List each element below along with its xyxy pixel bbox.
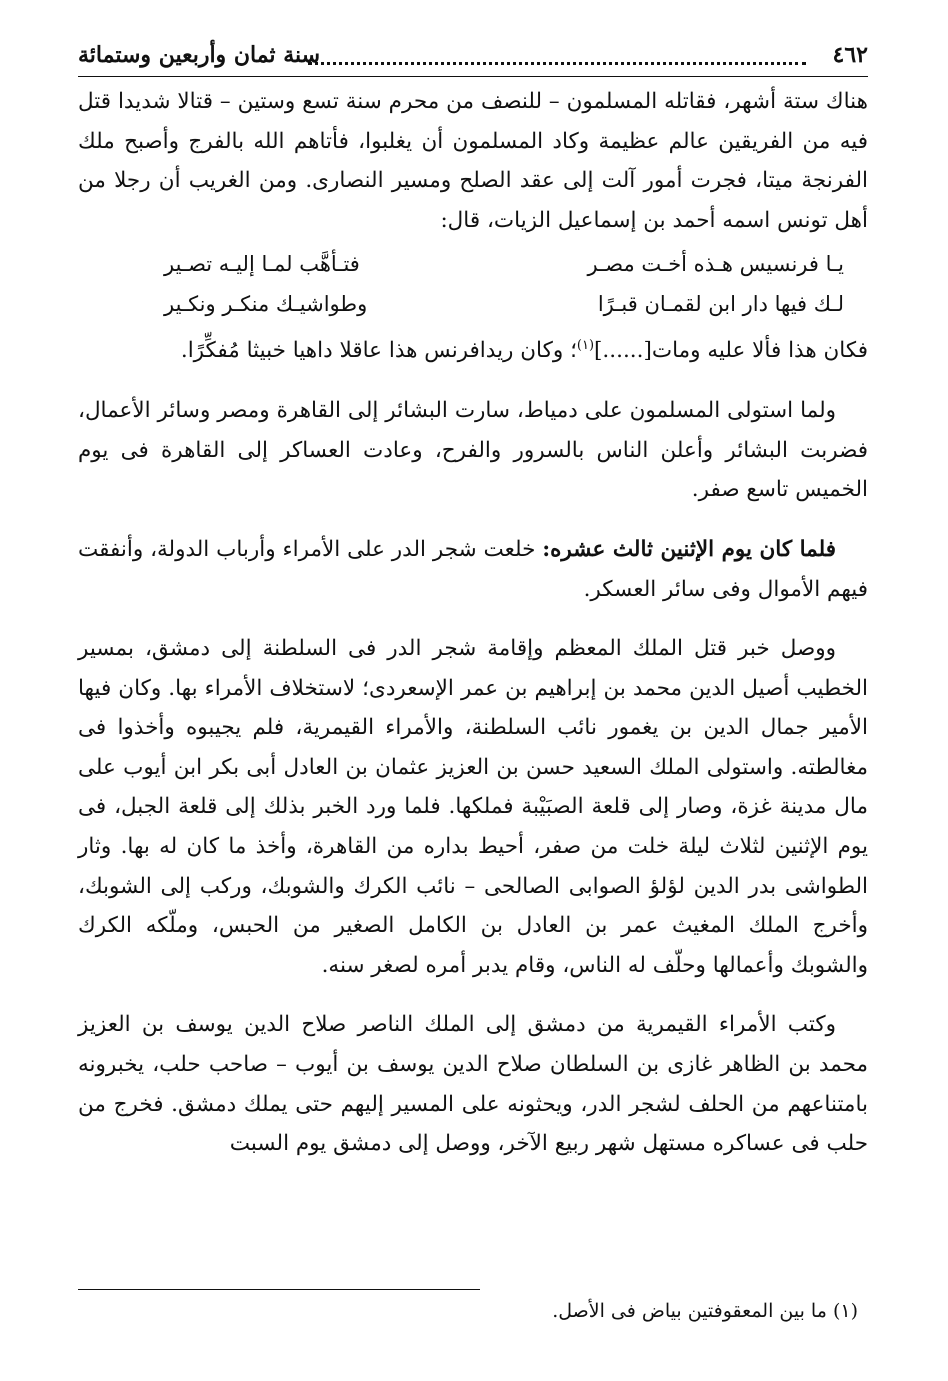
paragraph-3: ولما استولى المسلمون على دمياط، سارت البشائر إلى القاهرة ومصر وسائر الأعمال، فضربت البشائر وأعلن الناس بالسرور والفرح، وعادت العساكر إلى القاهرة فى يوم الخميس تاسع صفر. <box>78 398 868 503</box>
footnote-marker: (١) <box>576 338 595 354</box>
footnote: (١) ما بين المعقوفتين بياض فى الأصل. <box>552 1300 858 1322</box>
footnote-rule <box>78 1289 480 1290</box>
paragraph-1: هناك ستة أشهر، فقاتله المسلمون – للنصف من محرم سنة تسع وستين – قتالا شديدا قتل فيه من الفريقين عالم عظيمة وكاد المسلمون أن يغلبوا، فأتاهم الله بالفرج وأصبح ملك الفرنجة ميتا، فجرت أمور آلت إلى عقد الصلح ومسير النصارى. ومن الغريب أن رجلا من أهل تونس اسمه أحمد بن إسماعيل الزيات، قال: <box>78 89 868 233</box>
verse-1-first-hemistich: يـا فرنسيس هـذه أخـت مصـر <box>587 252 844 277</box>
paragraph-2 <box>78 326 868 371</box>
verse-2-second-hemistich: وطواشيـك منكـر ونكـير <box>164 292 368 317</box>
paragraph-4 <box>78 530 868 609</box>
poem <box>78 244 868 324</box>
book-page <box>78 30 868 1360</box>
page-body <box>78 82 868 1164</box>
paragraph-4-heading: فلما كان يوم الإثنين ثالث عشره: <box>542 536 836 562</box>
paragraph-2-text-b: ؛ وكان ريدافرنس هذا عاقلا داهيا خبيثا مُفكِّرًا. <box>180 338 577 364</box>
paragraph-4-text: خلعت شجر الدر على الأمراء وأرباب الدولة، وأنفقت فيهم الأموال وفى سائر العسكر. <box>78 536 868 602</box>
header-leader-dots <box>308 62 806 65</box>
paragraph-2-text-a: فكان هذا فألا عليه ومات[......] <box>594 338 868 364</box>
verse-1-second-hemistich: فتـأهَّب لمـا إليـه تصـير <box>164 252 360 277</box>
paragraph-5: ووصل خبر قتل الملك المعظم وإقامة شجر الدر فى السلطنة إلى دمشق، بمسير الخطيب أصيل الدين محمد بن إبراهيم بن عمر الإسعردى؛ لاستخلاف الأمراء بها. وكان فيها الأمير جمال الدين بن يغمور نائب السلطنة، والأمراء القيمرية، فلم يجيبوه وأخذوا فى مغالطته. واستولى الملك السعيد حسن بن العزيز عثمان بن العادل أبى بكر ابن أيوب على مال مدينة غزة، وصار إلى قلعة الصبَيْبة فملكها. فلما ورد الخبر بذلك إلى قلعة الجبل، فى يوم الإثنين لثلاث ليلة خلت من صفر، أحيط بداره من القاهرة، وأخذ ما كان له بها. وثار الطواشى بدر الدين لؤلؤ الصوابى الصالحى – نائب الكرك والشوبك، وركب إلى الشوبك، وأخرج الملك المغيث عمر بن العادل بن الكامل الصغير من الحبس، وملّكه الكرك والشوبك وأعمالها وحلّف له الناس، وقام يدبر أمره لصغر سنه. <box>78 636 868 978</box>
verse-2-first-hemistich: لـك فيها دار ابن لقمـان قبـرًا <box>597 292 844 317</box>
running-header <box>78 40 868 77</box>
page-number: ٤٦٢ <box>832 42 868 68</box>
paragraph-6: وكتب الأمراء القيمرية من دمشق إلى الملك الناصر صلاح الدين يوسف بن العزيز محمد بن الظاهر غازى بن السلطان صلاح الدين يوسف بن أيوب – صاحب حلب، يخبرونه بامتناعهم من الحلف لشجر الدر، ويحثونه على المسير إليهم حتى يملك دمشق. فخرج من حلب فى عساكره مستهل شهر ربيع الآخر، ووصل إلى دمشق يوم السبت <box>78 1012 868 1157</box>
running-title: سنة ثمان وأربعين وستمائة <box>78 42 321 68</box>
